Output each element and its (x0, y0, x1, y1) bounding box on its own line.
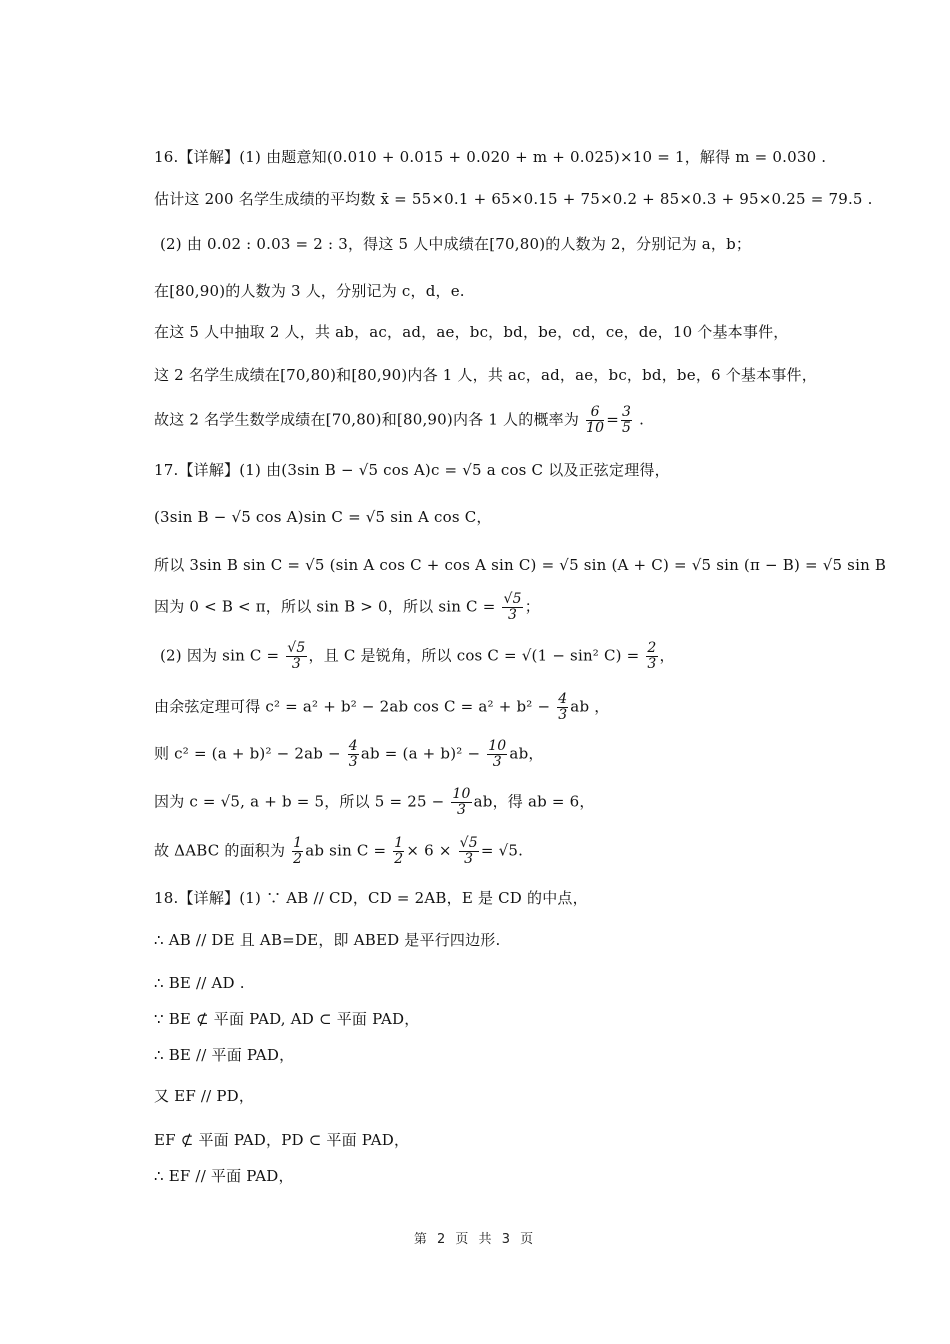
fraction-1-2: $\frac{1}{2}$ (394, 835, 404, 867)
fraction-sqrt5-3: $\frac{√5}{3}$ (459, 835, 478, 867)
line-18-4: ∵ BE ⊄ 平面 PAD, AD ⊂ 平面 PAD， (154, 1010, 420, 1028)
line-16-7: 故这 2 名学生数学成绩在[70,80)和[80,90)内各 1 人的概率为 $\frac{6}{10}$ = $\frac{3}{5}$ . (154, 404, 645, 436)
line-17-2: (3sin B − √5 cos A)sin C = √5 sin A cos C， (154, 508, 492, 526)
line-17-7: 则 c² = (a + b)² − 2ab − $\frac{4}{3}$ ab = (a + b)² − $\frac{10}{3}$ ab， (154, 738, 544, 770)
line-17-6: 由余弦定理可得 c² = a² + b² − 2ab cos C = a² + b² − $\frac{4}{3}$ ab ， (154, 691, 610, 723)
page-footer: 第 2 页 共 3 页 (413, 1232, 537, 1247)
fraction-10-3: $\frac{10}{3}$ (488, 738, 507, 770)
fraction-4-3: $\frac{4}{3}$ (558, 691, 568, 723)
fraction-10-3: $\frac{10}{3}$ (452, 786, 471, 818)
line-17-4: 因为 0 < B < π，所以 sin B > 0，所以 sin C = $\frac{√5}{3}$ ； (154, 591, 540, 623)
fraction-sqrt5-3: $\frac{√5}{3}$ (287, 640, 306, 672)
line-18-2: ∴ AB // DE 且 AB=DE，即 ABED 是平行四边形. (154, 931, 501, 949)
line-17-5: (2) 因为 sin C = $\frac{√5}{3}$ ，且 C 是锐角，所以 cos C = √(1 − sin² C) = $\frac{2}{3}$ ， (160, 640, 675, 672)
line-16-6: 这 2 名学生成绩在[70,80)和[80,90)内各 1 人，共 ac，ad，ae，bc，bd，be，6 个基本事件， (154, 366, 817, 384)
line-17-9: 故 ΔABC 的面积为 $\frac{1}{2}$ ab sin C = $\frac{1}{2}$ × 6 × $\frac{√5}{3}$ = √5. (154, 835, 524, 867)
line-16-3: (2) 由 0.02 : 0.03 = 2 : 3，得这 5 人中成绩在[70,80)的人数为 2，分别记为 a，b； (160, 235, 752, 253)
line-18-5: ∴ BE // 平面 PAD， (154, 1046, 295, 1064)
fraction-4-3: $\frac{4}{3}$ (348, 738, 358, 770)
line-18-1: 18.【详解】(1) ∵ AB // CD，CD = 2AB，E 是 CD 的中点， (154, 889, 588, 907)
fraction-2-3: $\frac{2}{3}$ (647, 640, 657, 672)
fraction-3-5: $\frac{3}{5}$ (622, 404, 632, 436)
line-17-8: 因为 c = √5, a + b = 5，所以 5 = 25 − $\frac{10}{3}$ ab，得 ab = 6， (154, 786, 595, 818)
line-18-6: 又 EF // PD， (154, 1087, 255, 1105)
line-18-7: EF ⊄ 平面 PAD，PD ⊂ 平面 PAD， (154, 1131, 410, 1149)
line-17-1: 17.【详解】(1) 由(3sin B − √5 cos A)c = √5 a cos C 以及正弦定理得， (154, 461, 670, 479)
fraction-1-2: $\frac{1}{2}$ (293, 835, 303, 867)
fraction-sqrt5-3: $\frac{√5}{3}$ (503, 591, 522, 623)
line-16-2: 估计这 200 名学生成绩的平均数 x̄ = 55×0.1 + 65×0.15 + 75×0.2 + 85×0.3 + 95×0.25 = 79.5 . (154, 190, 873, 208)
line-18-3: ∴ BE // AD . (154, 974, 245, 992)
fraction-6-10: $\frac{6}{10}$ (586, 404, 605, 436)
line-17-3: 所以 3sin B sin C = √5 (sin A cos C + cos A sin C) = √5 sin (A + C) = √5 sin (π − B) = √5 sin B (154, 556, 887, 574)
line-16-1: 16.【详解】(1) 由题意知(0.010 + 0.015 + 0.020 + m + 0.025)×10 = 1，解得 m = 0.030 . (154, 148, 827, 166)
line-18-8: ∴ EF // 平面 PAD， (154, 1167, 294, 1185)
line-16-4: 在[80,90)的人数为 3 人，分别记为 c，d，e. (154, 282, 465, 300)
line-16-5: 在这 5 人中抽取 2 人，共 ab，ac，ad，ae，bc，bd，be，cd，ce，de，10 个基本事件， (154, 323, 789, 341)
